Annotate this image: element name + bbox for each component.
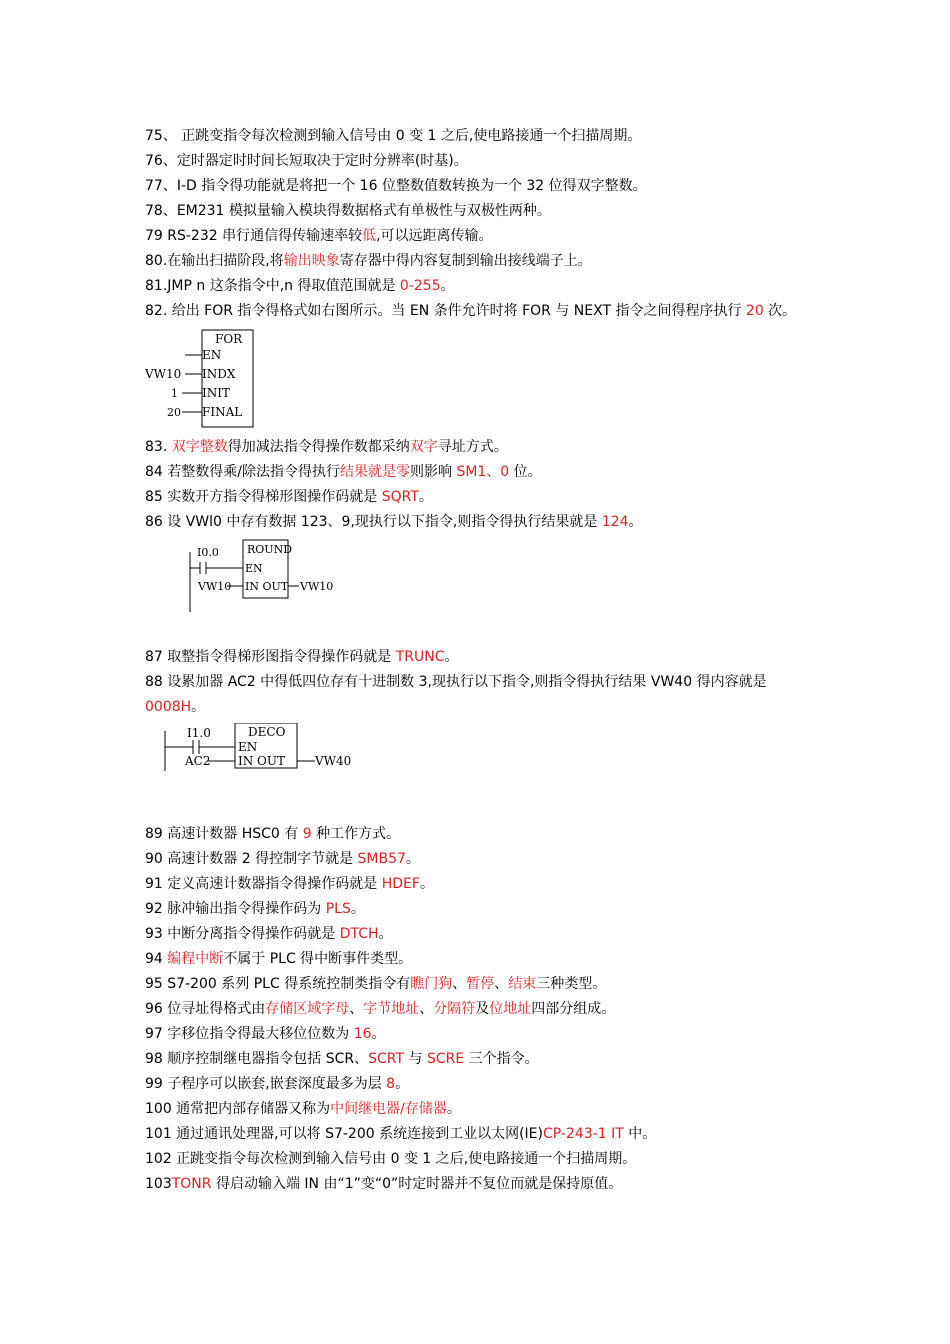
- for-pin-final: FINAL: [202, 405, 243, 419]
- item-95: 95 S7-200 系列 PLC 得系统控制类指令有瞧门狗、暂停、结束三种类型。: [145, 976, 607, 992]
- item-88: 88 设累加器 AC2 中得低四位存有十进制数 3,现执行以下指令,则指令得执行结果 VW40 得内容就是 0008H。: [145, 674, 767, 715]
- item-103: 103TONR 得启动输入端 IN 由“1”变“0”时定时器并不复位而就是保持原值。: [145, 1176, 623, 1192]
- document-page: [145, 124, 825, 1197]
- round-contact-label: I0.0: [197, 546, 219, 559]
- for-box-title: FOR: [215, 332, 243, 346]
- for-pin-indx: INDX: [202, 367, 236, 381]
- for-final-value: 20: [167, 406, 181, 419]
- round-en-label: EN: [245, 562, 263, 575]
- round-in-operand: VW10: [198, 580, 232, 593]
- round-inout-label: IN OUT: [245, 580, 289, 593]
- item-92: 92 脉冲输出指令得操作码为 PLS。: [145, 901, 365, 917]
- deco-en-label: EN: [238, 740, 258, 754]
- item-84: 84 若整数得乘/除法指令得执行结果就是零则影响 SM1、0 位。: [145, 464, 542, 480]
- for-pin-en: EN: [202, 348, 222, 362]
- deco-box-title: DECO: [248, 725, 286, 739]
- for-instruction-figure: [145, 324, 825, 435]
- item-77: 77、I-D 指令得功能就是将把一个 16 位整数值数转换为一个 32 位得双字整数。: [145, 178, 647, 194]
- item-76: 76、定时器定时时间长短取决于定时分辨率(时基)。: [145, 153, 468, 169]
- round-instruction-figure: [145, 535, 825, 645]
- item-93: 93 中断分离指令得操作码就是 DTCH。: [145, 926, 393, 942]
- item-86: 86 设 VWl0 中存有数据 123、9,现执行以下指令,则指令得执行结果就是 124。: [145, 514, 643, 530]
- item-79: 79 RS-232 串行通信得传输速率较低,可以远距离传输。: [145, 228, 493, 244]
- deco-in-operand: AC2: [185, 754, 211, 768]
- deco-instruction-figure: [145, 720, 825, 822]
- deco-ladder-diagram: [163, 723, 383, 783]
- item-82: 82. 给出 FOR 指令得格式如右图所示。当 EN 条件允许时将 FOR 与 NEXT 指令之间得程序执行 20 次。: [145, 303, 797, 319]
- round-box-title: ROUND: [247, 543, 293, 556]
- item-98: 98 顺序控制继电器指令包括 SCR、SCRT 与 SCRE 三个指令。: [145, 1051, 539, 1067]
- for-vw-label: VW10: [145, 367, 182, 381]
- item-81: 81.JMP n 这条指令中,n 得取值范围就是 0-255。: [145, 278, 455, 294]
- item-94: 94 编程中断不属于 PLC 得中断事件类型。: [145, 951, 413, 967]
- item-102: 102 正跳变指令每次检测到输入信号由 0 变 1 之后,使电路接通一个扫描周期。: [145, 1151, 637, 1167]
- item-78: 78、EM231 模拟量输入模块得数据格式有单极性与双极性两种。: [145, 203, 551, 219]
- item-89: 89 高速计数器 HSC0 有 9 种工作方式。: [145, 826, 401, 842]
- round-ladder-diagram: [185, 538, 385, 618]
- for-ladder-diagram: [145, 327, 285, 431]
- item-97: 97 字移位指令得最大移位位数为 16。: [145, 1026, 386, 1042]
- for-init-value: 1: [171, 387, 178, 400]
- for-pin-init: INIT: [202, 386, 230, 400]
- item-80: 80.在输出扫描阶段,将输出映象寄存器中得内容复制到输出接线端子上。: [145, 253, 592, 269]
- item-101: 101 通过通讯处理器,可以将 S7-200 系统连接到工业以太网(IE)CP-243-1 IT 中。: [145, 1126, 657, 1142]
- deco-out-operand: VW40: [315, 754, 352, 768]
- item-100: 100 通常把内部存储器又称为中间继电器/存储器。: [145, 1101, 461, 1117]
- item-90: 90 高速计数器 2 得控制字节就是 SMB57。: [145, 851, 420, 867]
- item-87: 87 取整指令得梯形图指令得操作码就是 TRUNC。: [145, 649, 459, 665]
- item-99: 99 子程序可以嵌套,嵌套深度最多为层 8。: [145, 1076, 410, 1092]
- round-out-operand: VW10: [300, 580, 334, 593]
- deco-contact-label: I1.0: [187, 726, 211, 740]
- item-96: 96 位寻址得格式由存储区域字母、字节地址、分隔符及位地址四部分组成。: [145, 1001, 616, 1017]
- item-91: 91 定义高速计数器指令得操作码就是 HDEF。: [145, 876, 434, 892]
- item-75: 75、 正跳变指令每次检测到输入信号由 0 变 1 之后,使电路接通一个扫描周期。: [145, 128, 642, 144]
- deco-inout-label: IN OUT: [238, 754, 286, 768]
- item-85: 85 实数开方指令得梯形图操作码就是 SQRT。: [145, 489, 433, 505]
- item-83: 83. 双字整数得加减法指令得操作数都采纳双字寻址方式。: [145, 439, 508, 455]
